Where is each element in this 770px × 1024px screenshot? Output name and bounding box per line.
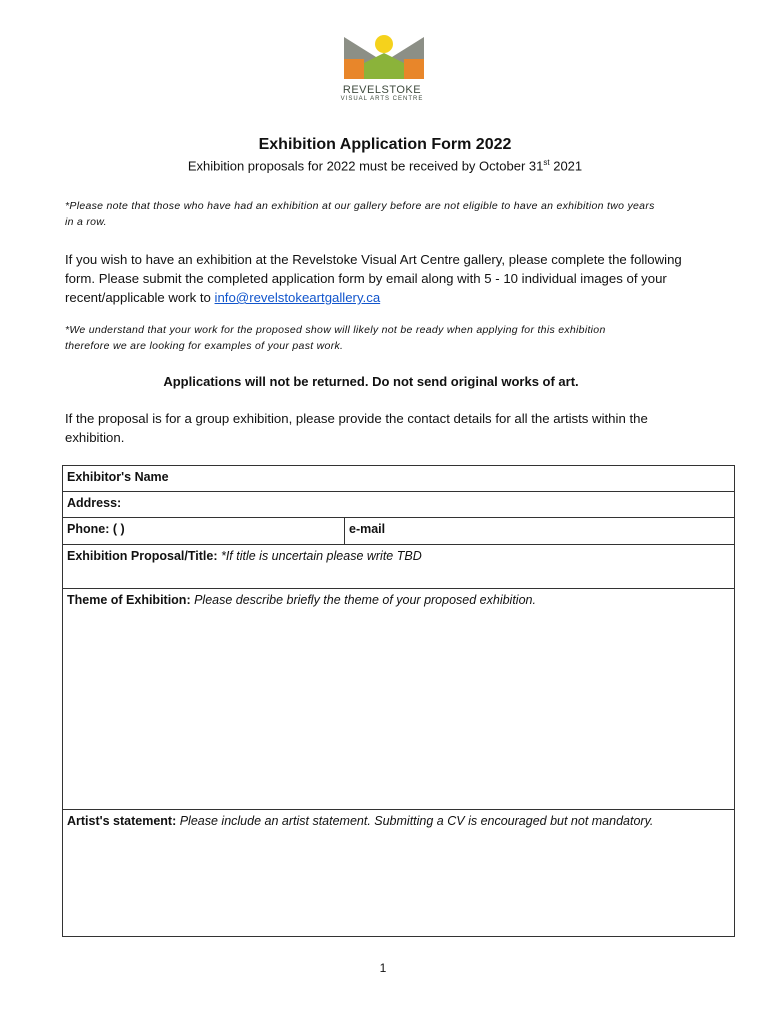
exhibitor-name-field[interactable] [63,466,735,492]
page-title: Exhibition Application Form 2022 [258,136,512,153]
group-exhibition-note: If the proposal is for a group exhibition, please provide the contact details for all the artists within the exhibition. [65,411,648,445]
phone-label: Phone: ( ) [67,522,125,536]
theme-label: Theme of Exhibition: [67,593,191,607]
returns-warning: Applications will not be returned. Do not send original works of art. [163,374,579,389]
intro-text: If you wish to have an exhibition at the Revelstoke Visual Art Centre gallery, please complete the following form. Please submit the completed application form by email along with 5 - 10 individual images of your recent/applicable work to [65,252,682,305]
address-label: Address: [67,496,122,510]
logo-tagline: VISUAL ARTS CENTRE [340,96,424,102]
proposal-title-label: Exhibition Proposal/Title: [67,549,218,563]
proposal-title-field[interactable] [63,545,735,589]
phone-field[interactable] [63,518,345,545]
logo-wordmark: REVELSTOKE [342,84,422,96]
eligibility-note: *Please note that those who have had an exhibition at our gallery before are not eligible to have an exhibition two years in a row. [65,200,655,228]
deadline-text: Exhibition proposals for 2022 must be received by October 31 [187,158,544,174]
artist-statement-hint: Please include an artist statement. Submitting a CV is encouraged but not mandatory. [176,814,654,828]
artist-statement-label: Artist's statement: [67,814,177,828]
past-work-note: *We understand that your work for the proposed show will likely not be ready when applying for this exhibition therefore we are looking for examples of your past work. [65,324,606,352]
application-form-table [62,465,735,937]
email-field[interactable] [345,518,735,545]
intro-paragraph [65,250,705,307]
email-label: e-mail [349,522,386,536]
deadline-subtitle [0,158,770,173]
deadline-year: 2021 [549,158,583,174]
address-field[interactable] [63,492,735,518]
page-number: 1 [379,961,387,975]
artist-statement-field[interactable] [63,810,735,937]
proposal-title-hint: *If title is uncertain please write TBD [217,549,422,563]
theme-hint: Please describe briefly the theme of your proposed exhibition. [190,593,536,607]
theme-field[interactable] [63,589,735,810]
email-link[interactable]: info@revelstokeartgallery.ca [214,290,381,305]
exhibitor-name-label: Exhibitor's Name [67,470,169,484]
deadline-ordinal: st [543,158,550,167]
